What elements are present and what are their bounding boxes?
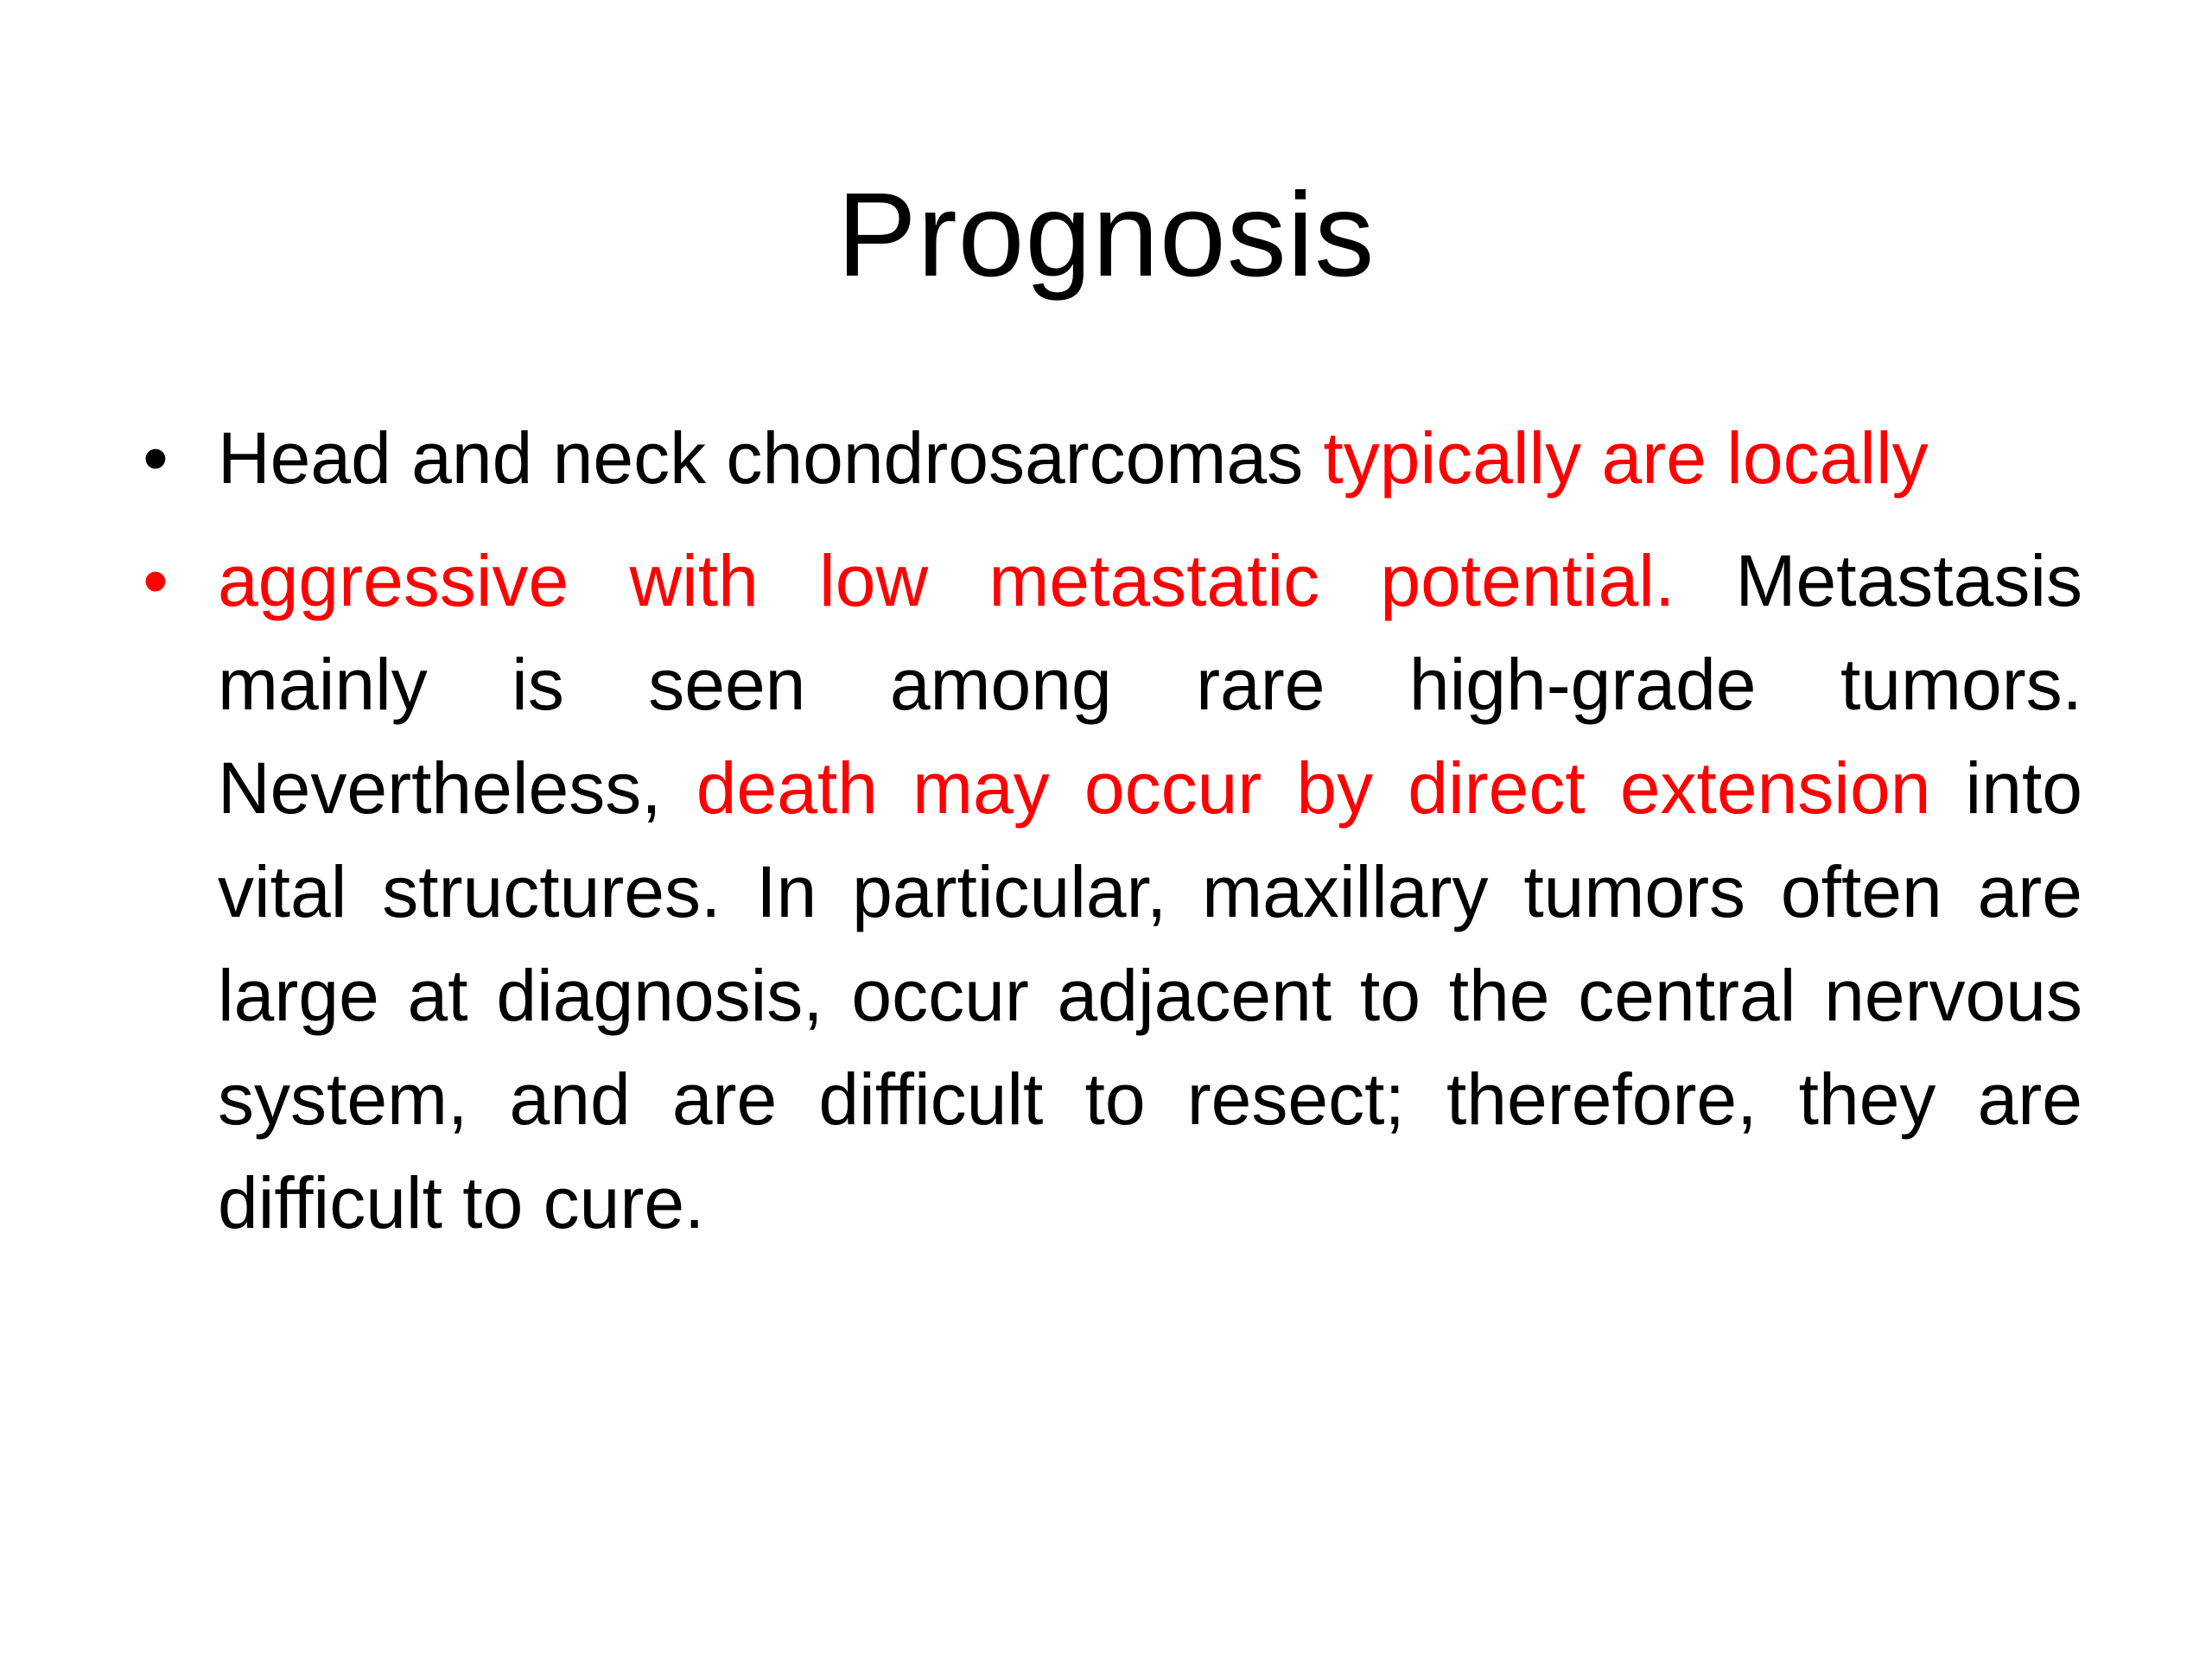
text-segment: into vital structures. In particular, maxillary tumors often are large at diagnosis, occur adjacent to the central nervous system, and are difficult to resect; therefore, they are difficult to cure.	[218, 747, 2082, 1243]
bullet-text	[218, 529, 2082, 1255]
bullet-item-2	[130, 529, 2082, 1255]
bullet-text	[218, 406, 2082, 510]
highlighted-text-segment: aggressive with low metastatic potential.	[218, 540, 1675, 621]
bullet-dot-icon: •	[143, 540, 168, 621]
bullet-list	[130, 406, 2082, 1274]
highlighted-text-segment: typically are locally	[1323, 417, 1929, 499]
text-segment: Head and neck chondrosarcomas	[218, 417, 1324, 499]
slide-title: Prognosis	[836, 168, 1376, 302]
bullet-dot-icon: •	[143, 417, 168, 499]
bullet-item-1	[130, 406, 2082, 510]
highlighted-text-segment: death may occur by direct extension	[696, 747, 1931, 829]
text-segment: Metastasis mainly is seen among rare high-grade tumors. Nevertheless,	[218, 540, 2082, 829]
